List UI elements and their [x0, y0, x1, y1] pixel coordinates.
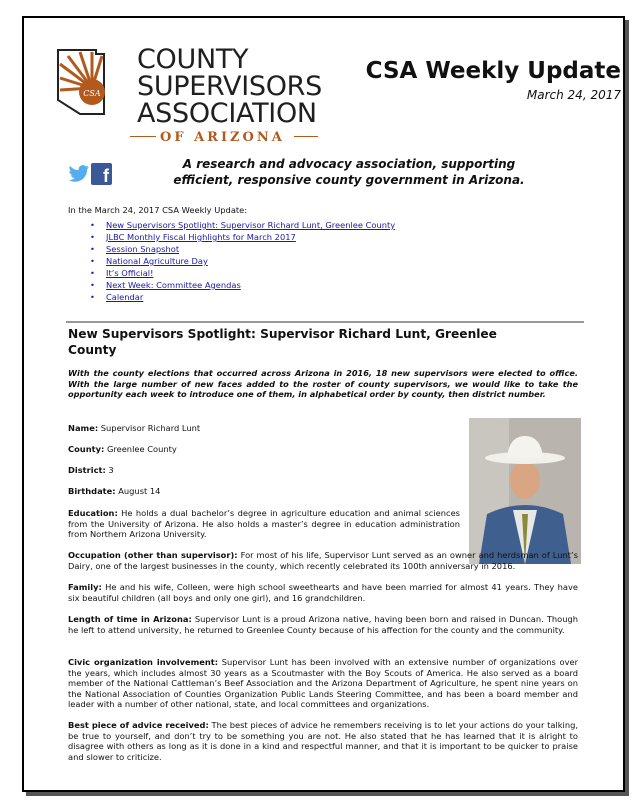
newsletter-title: CSA Weekly Update — [365, 58, 621, 84]
field-value: Supervisor Richard Lunt — [100, 423, 201, 433]
civic-text: Supervisor Lunt has been involved with an extensive number of organizations over the years, which includes almost 30 years as a Scoutmaster with the Boy Scouts of America. He also served as a board member of the National Cattleman’s Beef Association and the Arizona Department of Agriculture, he spent nine years on the National Association of Counties Organization Public Lands Steering Committee, and has been a board member and leader with a number of other national, state, and local committees and organizations. — [68, 657, 578, 710]
list-item — [90, 267, 395, 279]
education-paragraph — [68, 508, 460, 540]
divider — [130, 136, 156, 137]
field-value: Greenlee County — [106, 444, 177, 454]
list-item — [90, 291, 395, 303]
toc-link-its-official[interactable]: It’s Official! — [106, 268, 154, 278]
field-label: District: — [68, 465, 106, 475]
tagline: A research and advocacy association, supporting efficient, responsive county government in Arizona. — [173, 157, 525, 187]
arizona-label: Length of time in Arizona: — [68, 614, 192, 624]
logo-badge-text: CSA — [83, 89, 101, 98]
toc-intro: In the March 24, 2017 CSA Weekly Update: — [68, 205, 248, 215]
org-name-line2: SUPERVISORS — [137, 71, 322, 102]
arizona-sunburst-logo — [52, 44, 132, 118]
advice-label: Best piece of advice received: — [68, 720, 209, 730]
field-name — [68, 423, 200, 434]
list-item — [90, 243, 395, 255]
occupation-paragraph — [68, 550, 578, 571]
field-value: 3 — [108, 465, 114, 475]
education-text: He holds a dual bachelor’s degree in agriculture education and animal sciences from the University of Arizona. He also holds a master’s degree in education administration from Northern Arizona University. — [68, 508, 461, 540]
toc-link-jlbc[interactable]: JLBC Monthly Fiscal Highlights for March 2017 — [106, 232, 296, 242]
header — [24, 18, 623, 158]
twitter-icon[interactable] — [68, 164, 90, 184]
org-name-line3: ASSOCIATION — [137, 98, 317, 129]
civic-label: Civic organization involvement: — [68, 657, 219, 667]
list-item — [90, 279, 395, 291]
toc-link-agriculture-day[interactable]: National Agriculture Day — [106, 256, 208, 266]
occupation-text: For most of his life, Supervisor Lunt served as an owner and herdsman of Lunt’s Dairy, one of the largest businesses in the county, which recently celebrated its 100th anniversary in 2016. — [68, 550, 579, 571]
list-item — [90, 255, 395, 267]
civic-paragraph — [68, 657, 578, 710]
divider — [294, 136, 318, 137]
advice-paragraph — [68, 720, 578, 762]
field-county — [68, 444, 177, 455]
table-of-contents — [90, 219, 395, 303]
field-label: County: — [68, 444, 105, 454]
org-name-line1: COUNTY — [137, 44, 249, 75]
field-birthdate — [68, 486, 160, 497]
field-value: August 14 — [118, 486, 161, 496]
toc-link-session-snapshot[interactable]: Session Snapshot — [106, 244, 180, 254]
field-label: Name: — [68, 423, 99, 433]
field-district — [68, 465, 114, 476]
supervisor-portrait — [469, 418, 581, 564]
arizona-paragraph — [68, 614, 578, 635]
org-subtitle: OF ARIZONA — [160, 130, 285, 145]
newsletter-date: March 24, 2017 — [526, 88, 621, 102]
field-label: Birthdate: — [68, 486, 116, 496]
advice-text: The best pieces of advice he remembers receiving is to let your actions do your talking, be true to yourself, and don’t try to be something you are not. He also stated that he has learned that it is alright to disagree with others as long as it is done in a kind and respectful manner, and that it is important to be quicker to praise and slower to criticize. — [68, 720, 578, 762]
article-title: New Supervisors Spotlight: Supervisor Richard Lunt, Greenlee County — [68, 327, 497, 357]
toc-link-committee-agendas[interactable]: Next Week: Committee Agendas — [106, 280, 241, 290]
facebook-icon[interactable]: f — [91, 163, 112, 185]
family-paragraph — [68, 582, 578, 603]
list-item — [90, 219, 395, 231]
article-intro: With the county elections that occurred across Arizona in 2016, 18 new supervisors were elected to office. With the large number of new faces added to the roster of county supervisors, we would like to take the opportunity each week to introduce one of them, in alphabetical order by county, then district number. — [68, 368, 578, 400]
family-text: He and his wife, Colleen, were high school sweethearts and have been married for almost 41 years. They have six beautiful children (all boys and only one girl), and 16 grandchildren. — [68, 582, 578, 603]
occupation-label: Occupation (other than supervisor): — [68, 550, 238, 560]
toc-link-calendar[interactable]: Calendar — [106, 292, 144, 302]
education-label: Education: — [68, 508, 118, 518]
list-item — [90, 231, 395, 243]
arizona-text: Supervisor Lunt is a proud Arizona native, having been born and raised in Duncan. Though he left to attend university, he returned to Greenlee County because of his affection for the county and the community. — [68, 614, 579, 635]
toc-link-spotlight[interactable]: New Supervisors Spotlight: Supervisor Richard Lunt, Greenlee County — [106, 220, 396, 230]
family-label: Family: — [68, 582, 102, 592]
newsletter-page — [22, 16, 625, 792]
section-divider — [66, 321, 584, 323]
